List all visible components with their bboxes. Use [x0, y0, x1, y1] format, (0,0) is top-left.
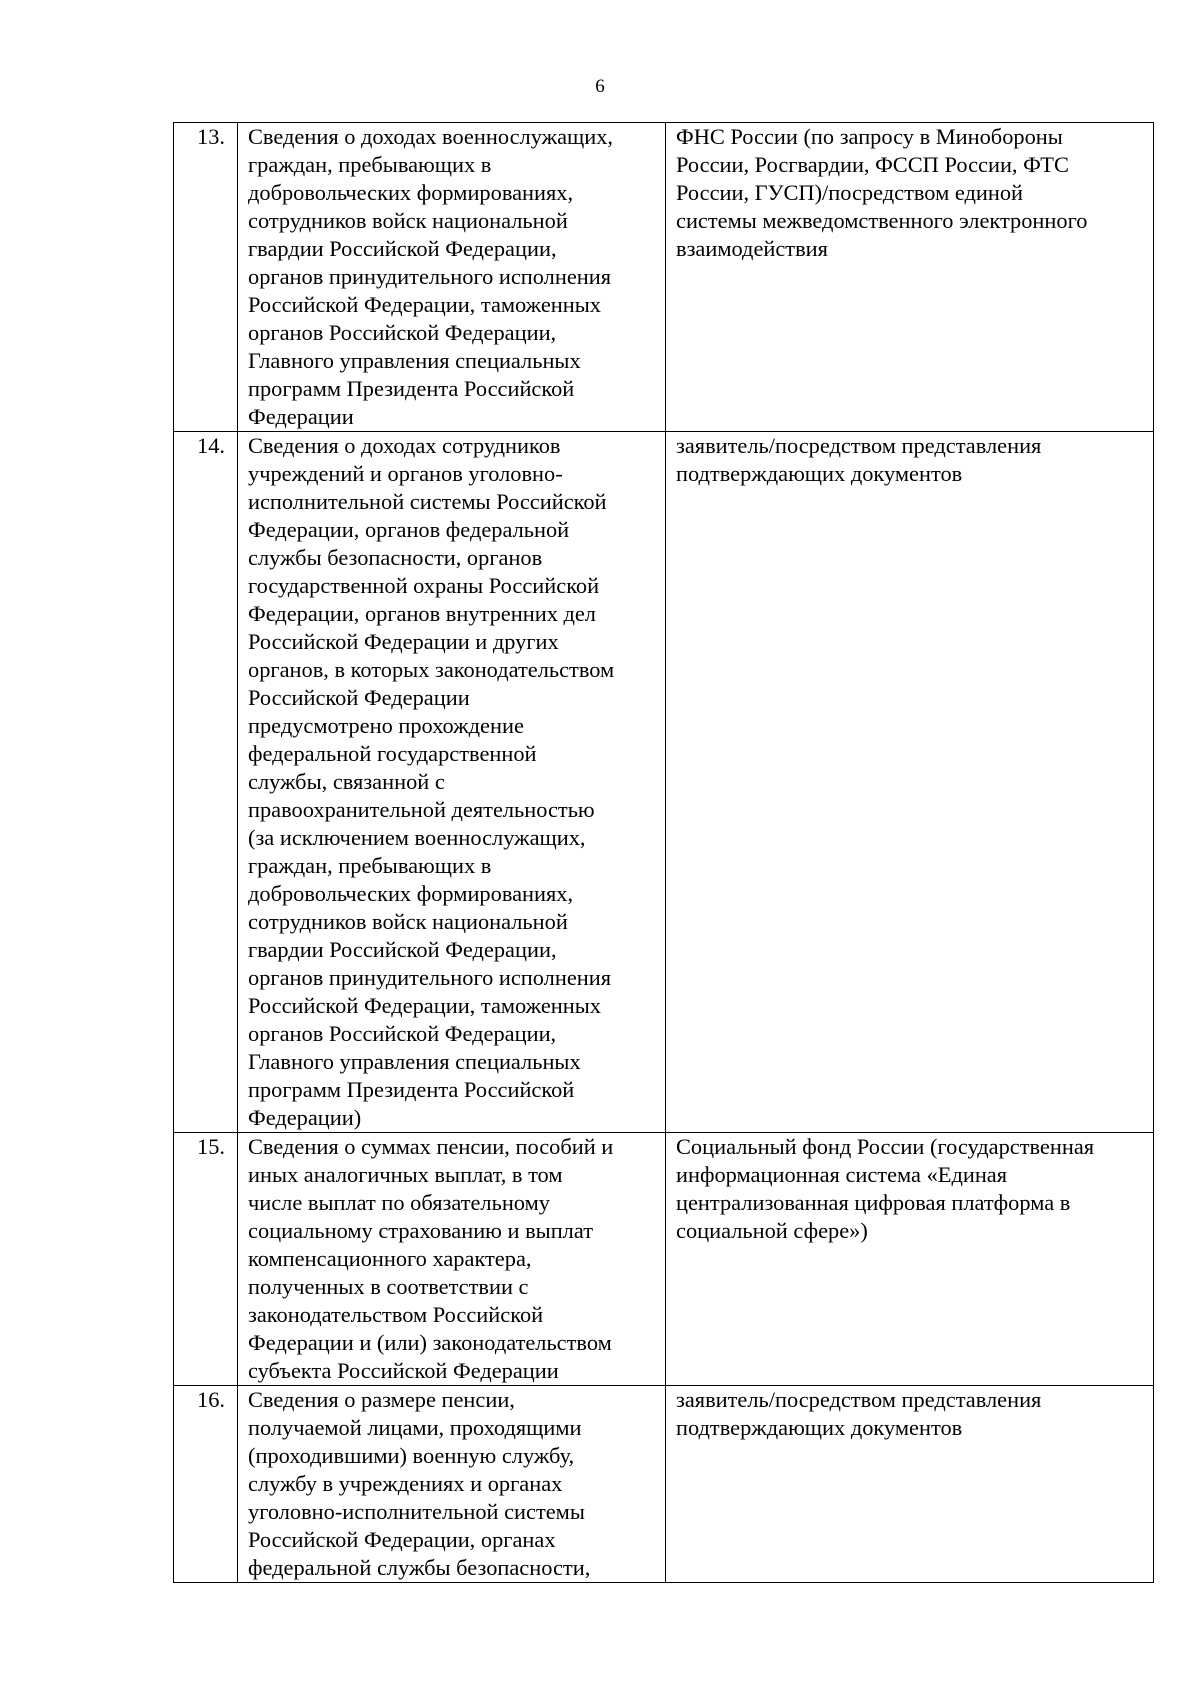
info-cell-line: Российской Федерации: [248, 685, 470, 710]
info-cell-line: числе выплат по обязательному: [248, 1190, 550, 1215]
source-cell-line: заявитель/посредством представления: [676, 1387, 1042, 1412]
page-number: 6: [595, 76, 605, 97]
info-cell-line: службы, связанной с: [248, 769, 445, 794]
info-cell-line: учреждений и органов уголовно-: [248, 461, 563, 486]
source-cell: [666, 1386, 1154, 1583]
source-cell-line: информационная система «Единая: [676, 1162, 1008, 1187]
info-cell-line: органов, в которых законодательством: [248, 657, 615, 682]
info-cell-line: службу в учреждениях и органах: [248, 1471, 563, 1496]
info-cell-line: сотрудников войск национальной: [248, 208, 568, 233]
table-row: [174, 1133, 1154, 1386]
info-cell-line: правоохранительной деятельностью: [248, 797, 595, 822]
info-cell-line: Сведения о суммах пенсии, пособий и: [248, 1134, 614, 1159]
info-cell-line: предусмотрено прохождение: [248, 713, 524, 738]
info-cell-line: программ Президента Российской: [248, 376, 575, 401]
info-cell-line: гвардии Российской Федерации,: [248, 236, 557, 261]
info-cell-line: федеральной службы безопасности,: [248, 1555, 591, 1580]
source-cell-line: заявитель/посредством представления: [676, 433, 1042, 458]
info-cell: [238, 432, 666, 1133]
row-number: 13.: [174, 123, 238, 432]
info-cell-line: (за исключением военнослужащих,: [248, 825, 586, 850]
source-cell-line: подтверждающих документов: [676, 1415, 963, 1440]
info-cell-line: Сведения о доходах сотрудников: [248, 433, 561, 458]
info-cell-line: Главного управления специальных: [248, 348, 581, 373]
info-cell-line: Федерации, органов внутренних дел: [248, 601, 596, 626]
source-cell: [666, 123, 1154, 432]
info-cell: [238, 123, 666, 432]
info-cell-line: граждан, пребывающих в: [248, 152, 492, 177]
source-cell-line: Социальный фонд России (государственная: [676, 1134, 1095, 1159]
info-cell-line: полученных в соответствии с: [248, 1274, 529, 1299]
info-cell-line: законодательством Российской: [248, 1302, 544, 1327]
info-cell-line: добровольческих формированиях,: [248, 180, 574, 205]
info-cell-line: добровольческих формированиях,: [248, 881, 574, 906]
info-cell-line: органов Российской Федерации,: [248, 320, 557, 345]
source-cell: [666, 1133, 1154, 1386]
source-cell-line: России, Росгвардии, ФССП России, ФТС: [676, 152, 1069, 177]
info-cell-line: получаемой лицами, проходящими: [248, 1415, 582, 1440]
row-number: 16.: [174, 1386, 238, 1583]
info-cell-line: гвардии Российской Федерации,: [248, 937, 557, 962]
info-cell-line: социальному страхованию и выплат: [248, 1218, 593, 1243]
info-cell-line: исполнительной системы Российской: [248, 489, 607, 514]
info-cell-line: Федерации: [248, 404, 354, 429]
table-body: [174, 123, 1154, 1583]
info-cell-line: государственной охраны Российской: [248, 573, 600, 598]
info-cell-line: Российской Федерации, таможенных: [248, 993, 602, 1018]
info-cell: [238, 1133, 666, 1386]
info-cell-line: службы безопасности, органов: [248, 545, 543, 570]
info-cell-line: Главного управления специальных: [248, 1049, 581, 1074]
info-cell-line: иных аналогичных выплат, в том: [248, 1162, 563, 1187]
info-cell-line: органов принудительного исполнения: [248, 965, 612, 990]
info-cell-line: Сведения о доходах военнослужащих,: [248, 124, 614, 149]
info-cell-line: федеральной государственной: [248, 741, 537, 766]
info-cell-line: компенсационного характера,: [248, 1246, 532, 1271]
info-cell-line: граждан, пребывающих в: [248, 853, 492, 878]
info-cell-line: Сведения о размере пенсии,: [248, 1387, 515, 1412]
info-cell-line: Российской Федерации, таможенных: [248, 292, 602, 317]
row-number: 15.: [174, 1133, 238, 1386]
info-cell-line: субъекта Российской Федерации: [248, 1358, 559, 1383]
source-cell-line: России, ГУСП)/посредством единой: [676, 180, 1024, 205]
info-cell-line: Федерации): [248, 1105, 362, 1130]
source-cell-line: взаимодействия: [676, 236, 828, 261]
info-cell-line: Федерации, органов федеральной: [248, 517, 570, 542]
info-cell-line: Российской Федерации, органах: [248, 1527, 556, 1552]
source-cell: [666, 432, 1154, 1133]
info-cell-line: уголовно-исполнительной системы: [248, 1499, 585, 1524]
info-cell-line: Российской Федерации и других: [248, 629, 559, 654]
source-cell-line: системы межведомственного электронного: [676, 208, 1088, 233]
info-cell-line: органов принудительного исполнения: [248, 264, 612, 289]
info-cell-line: программ Президента Российской: [248, 1077, 575, 1102]
table-row: [174, 123, 1154, 432]
table-row: [174, 432, 1154, 1133]
info-cell-line: органов Российской Федерации,: [248, 1021, 557, 1046]
source-cell-line: централизованная цифровая платформа в: [676, 1190, 1071, 1215]
source-cell-line: социальной сфере»): [676, 1218, 868, 1243]
source-cell-line: подтверждающих документов: [676, 461, 963, 486]
document-table: [173, 122, 1154, 1583]
row-number: 14.: [174, 432, 238, 1133]
info-cell-line: Федерации и (или) законодательством: [248, 1330, 612, 1355]
info-cell-line: (проходившими) военную службу,: [248, 1443, 575, 1468]
info-cell: [238, 1386, 666, 1583]
info-cell-line: сотрудников войск национальной: [248, 909, 568, 934]
table-row: [174, 1386, 1154, 1583]
source-cell-line: ФНС России (по запросу в Минобороны: [676, 124, 1063, 149]
